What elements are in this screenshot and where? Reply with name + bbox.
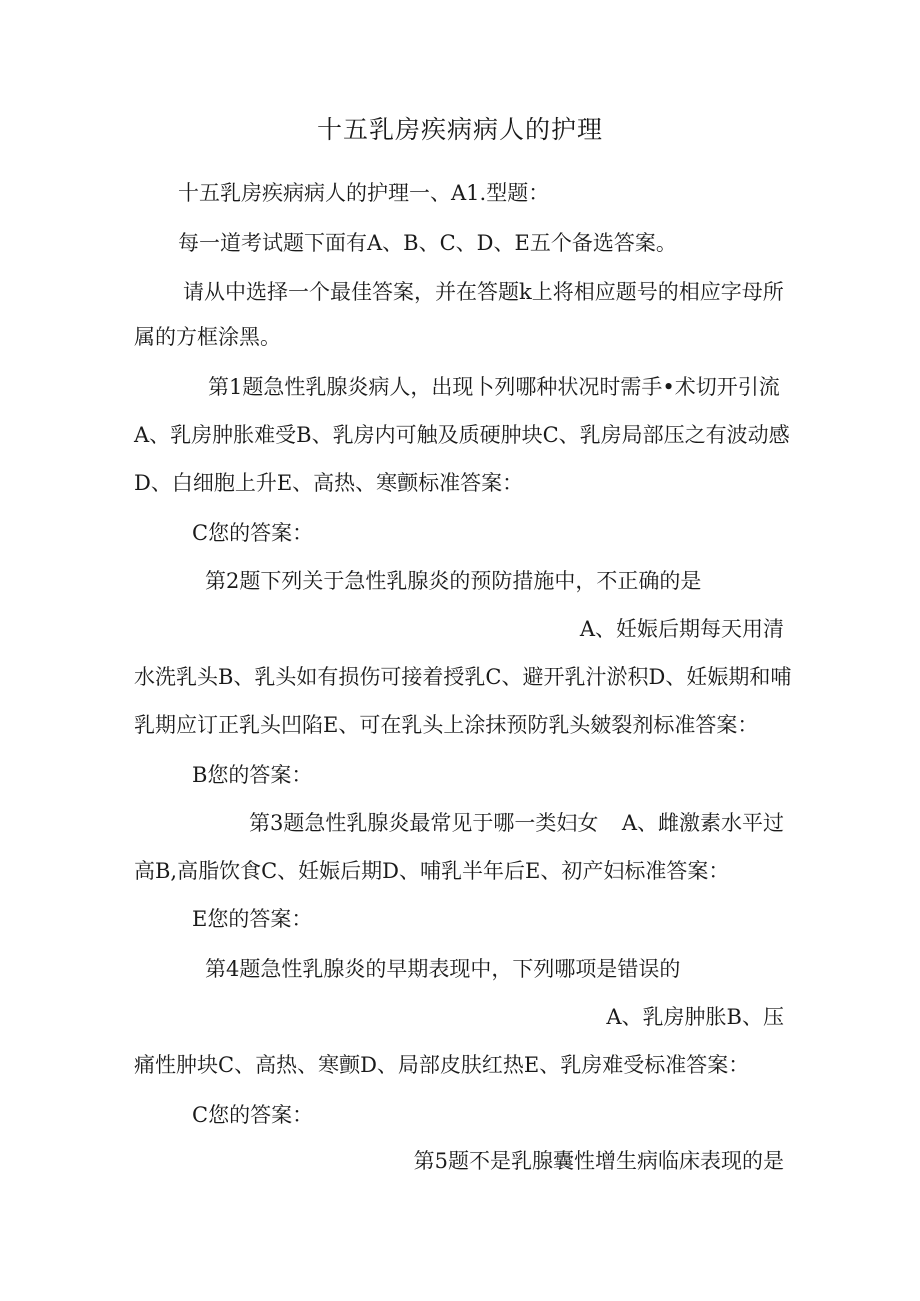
- question-2-options: 乳期应订正乳头凹陷E、可在乳头上涂抹预防乳头皴裂剂标准答案：: [134, 713, 759, 737]
- question-1-options: D、白细胞上升E、高热、寒颤标准答案：: [134, 471, 524, 495]
- question-1-stem: 第1题急性乳腺炎病人，出现卜列哪种状况时需手•术切开引流: [208, 375, 780, 399]
- question-2-options: 水洗乳头B、乳头如有损伤可接着授乳C、避开乳汁淤积D、妊娠期和哺: [134, 665, 792, 689]
- instruction-line: 属的方框涂黑。: [134, 325, 281, 349]
- question-2-answer: B您的答案：: [192, 763, 313, 787]
- document-title: 十五乳房疾病病人的护理: [316, 115, 603, 144]
- question-3-options: A、雌激素水平过: [621, 811, 784, 835]
- question-5-stem: 第5题不是乳腺囊性增生病临床表现的是: [413, 1149, 784, 1173]
- question-4-options: 痛性肿块C、高热、寒颤D、局部皮肤红热E、乳房难受标准答案：: [134, 1053, 750, 1077]
- question-2-options: A、妊娠后期每天用清: [579, 617, 784, 641]
- section-heading: 十五乳房疾病病人的护理一、A1.型题：: [178, 181, 550, 205]
- question-1-answer: C您的答案：: [192, 521, 314, 545]
- question-3-answer: E您的答案：: [192, 907, 313, 931]
- question-1-options: A、乳房肿胀难受B、乳房内可触及质硬肿块C、乳房局部压之有波动感: [134, 423, 790, 447]
- question-2-stem: 第2题下列关于急性乳腺炎的预防措施中，不正确的是: [205, 569, 702, 593]
- question-4-stem: 第4题急性乳腺炎的早期表现中，下列哪项是错误的: [205, 957, 681, 981]
- question-3-options: 高B,高脂饮食C、妊娠后期D、哺乳半年后E、初产妇标准答案：: [134, 859, 730, 883]
- question-4-options: A、乳房肿胀B、压: [606, 1005, 784, 1029]
- question-3-stem: 第3题急性乳腺炎最常见于哪一类妇女: [249, 811, 599, 835]
- question-4-answer: C您的答案：: [192, 1103, 314, 1127]
- instruction-line: 每一道考试题下面有A、B、C、D、E五个备选答案。: [178, 231, 677, 255]
- instruction-line: 请从中选择一个最佳答案，并在答题k上将相应题号的相应字母所: [183, 280, 784, 304]
